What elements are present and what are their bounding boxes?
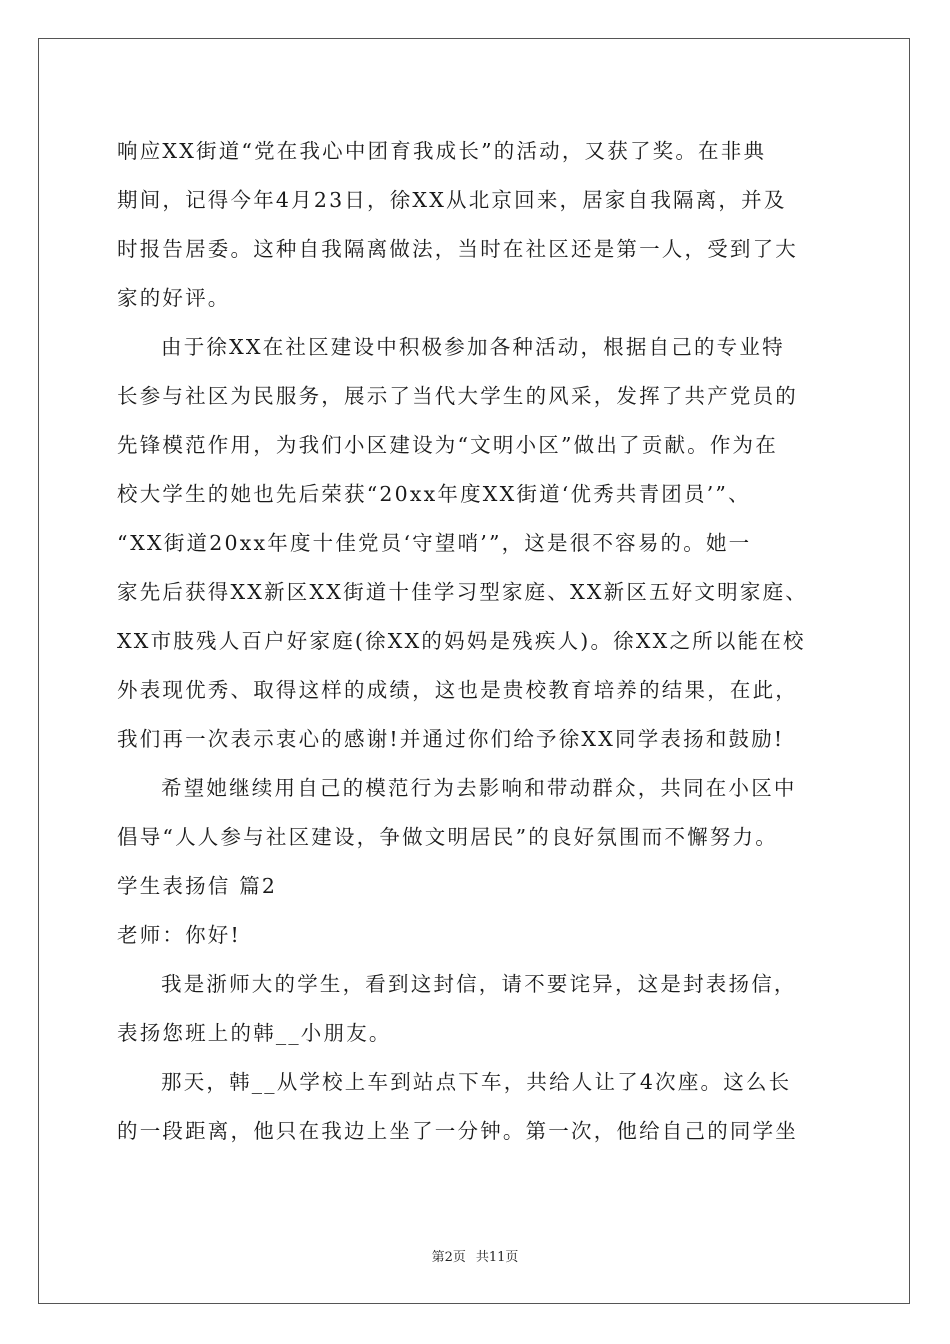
text-line: 我们再一次表示衷心的感谢!并通过你们给予徐XX同学表扬和鼓励! [117, 727, 785, 751]
paragraph-start-line: 由于徐XX在社区建设中积极参加各种活动，根据自己的专业特 [161, 335, 785, 359]
text-line: 先锋模范作用，为我们小区建设为“文明小区”做出了贡献。作为在 [117, 433, 778, 457]
text-line: 外表现优秀、取得这样的成绩，这也是贵校教育培养的结果，在此， [117, 678, 798, 702]
paragraph-start-line: 我是浙师大的学生，看到这封信，请不要诧异，这是封表扬信， [161, 972, 797, 996]
text-line: XX市肢残人百户好家庭(徐XX的妈妈是残疾人)。徐XX之所以能在校 [117, 629, 806, 653]
paragraph-start-line: 那天，韩__从学校上车到站点下车，共给人让了4次座。这么长 [161, 1070, 792, 1094]
document-body [117, 127, 837, 1156]
page-footer [0, 1246, 950, 1265]
text-line: 倡导“人人参与社区建设，争做文明居民”的良好氛围而不懈努力。 [117, 825, 778, 849]
paragraph-start-line: 希望她继续用自己的模范行为去影响和带动群众，共同在小区中 [161, 776, 797, 800]
text-line: 家的好评。 [117, 286, 231, 310]
text-line: 表扬您班上的韩__小朋友。 [117, 1021, 392, 1045]
text-line: 期间，记得今年4月23日，徐XX从北京回来，居家自我隔离，并及 [117, 188, 787, 212]
text-line: 家先后获得XX新区XX街道十佳学习型家庭、XX新区五好文明家庭、 [117, 580, 808, 604]
section-heading: 学生表扬信 篇2 [117, 874, 278, 898]
page-total: 共11页 [475, 1250, 519, 1265]
text-line: 时报告居委。这种自我隔离做法，当时在社区还是第一人，受到了大 [117, 237, 798, 261]
text-line: “XX街道20xx年度十佳党员‘守望哨’”，这是很不容易的。她一 [117, 531, 752, 555]
salutation: 老师：你好! [117, 923, 241, 947]
text-line: 校大学生的她也先后荣获“20xx年度XX街道‘优秀共青团员’”、 [117, 482, 751, 506]
text-line: 响应XX街道“党在我心中团育我成长”的活动，又获了奖。在非典 [117, 139, 767, 163]
page-number: 第2页 [431, 1250, 466, 1265]
text-line: 长参与社区为民服务，展示了当代大学生的风采，发挥了共产党员的 [117, 384, 798, 408]
text-line: 的一段距离，他只在我边上坐了一分钟。第一次，他给自己的同学坐 [117, 1119, 798, 1143]
